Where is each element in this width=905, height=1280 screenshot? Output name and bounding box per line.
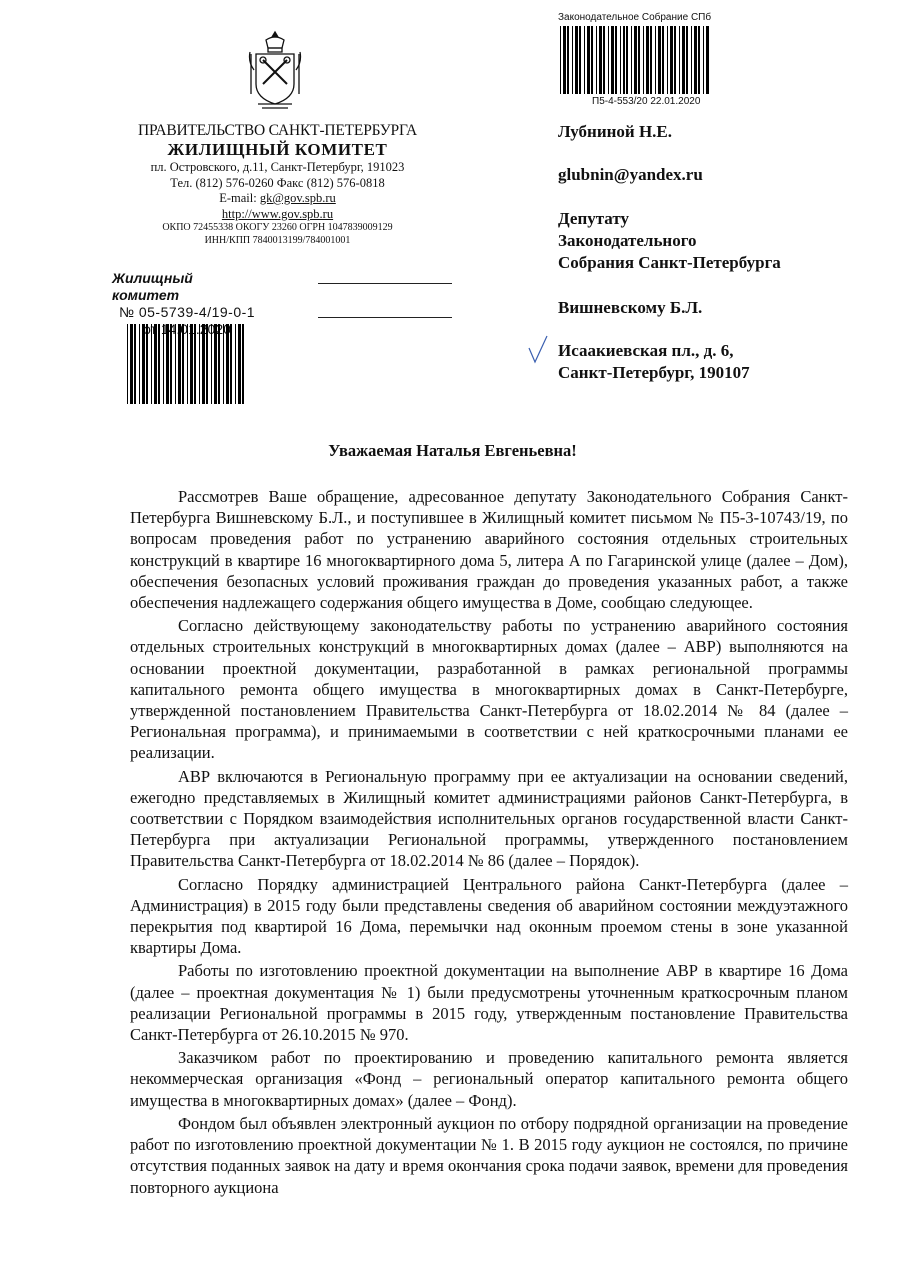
stamp-number: № 05-5739-4/19-0-1	[118, 304, 256, 320]
barcode-bar	[608, 26, 609, 94]
applicant-email: glubnin@yandex.ru	[558, 165, 703, 184]
barcode-bar	[560, 26, 561, 94]
barcode-bar	[591, 26, 593, 94]
barcode-bar	[691, 26, 692, 94]
salutation: Уважаемая Наталья Евгеньевна!	[328, 441, 577, 460]
barcode-bar	[623, 26, 626, 94]
barcode-bar	[163, 324, 164, 404]
barcode-bar	[158, 324, 160, 404]
stamp-org: Жилищный комитет	[112, 270, 193, 303]
barcode-bar	[130, 324, 133, 404]
barcode-bar	[643, 26, 644, 94]
barcode-bar	[670, 26, 673, 94]
barcode-bar	[214, 324, 217, 404]
barcode-bar	[587, 26, 590, 94]
barcode-bar	[615, 26, 617, 94]
barcode-bar	[674, 26, 676, 94]
incoming-barcode	[560, 26, 710, 94]
deputy-address-1: Исаакиевская пл., д. 6,	[558, 341, 734, 360]
barcode-bar	[223, 324, 224, 404]
barcode-bar	[182, 324, 184, 404]
barcode-bar	[190, 324, 193, 404]
government-name: ПРАВИТЕЛЬСТВО САНКТ-ПЕТЕРБУРГА	[137, 122, 418, 139]
barcode-bar	[211, 324, 212, 404]
barcode-bar	[235, 324, 236, 404]
barcode-bar	[686, 26, 688, 94]
letterhead	[130, 122, 425, 247]
barcode-bar	[662, 26, 664, 94]
barcode-bar	[596, 26, 597, 94]
barcode-bar	[579, 26, 581, 94]
blank-line-1	[318, 283, 452, 284]
barcode-bar	[187, 324, 188, 404]
barcode-bar	[698, 26, 700, 94]
barcode-bar	[199, 324, 200, 404]
barcode-bar	[626, 26, 628, 94]
email-label: E-mail:	[219, 191, 260, 205]
deputy-address-2: Санкт-Петербург, 190107	[558, 363, 750, 382]
barcode-bar	[634, 26, 637, 94]
barcode-bar	[575, 26, 578, 94]
org-email-line	[130, 191, 425, 207]
paragraph: Фондом был объявлен электронный аукцион по отбору подрядной организации на проведение работ по изготовлению проектной документации № 1. В 2015 году аукцион не состоялся, по причине отсутствия поданных заявок на дату и время окончания срока подачи заявок, времени для проведения повторного аукциона	[130, 1113, 848, 1197]
barcode-bar	[170, 324, 172, 404]
barcode-bar	[151, 324, 152, 404]
barcode-bar	[238, 324, 241, 404]
deputy-title-2: Законодательного	[558, 231, 697, 250]
barcode-bar	[703, 26, 704, 94]
barcode-bar	[178, 324, 181, 404]
deputy-title-1: Депутату	[558, 209, 629, 228]
barcode-bar	[650, 26, 652, 94]
barcode-bar	[567, 26, 569, 94]
barcode-bar	[572, 26, 573, 94]
barcode-bar	[655, 26, 656, 94]
org-tax-codes: ИНН/КПП 7840013199/784001001	[204, 234, 351, 246]
barcode-bar	[139, 324, 140, 404]
barcode-bar	[166, 324, 169, 404]
paragraph: Согласно Порядку администрацией Центрального района Санкт-Петербурга (далее – Администрация) в 2015 году были представлены сведения об аварийном состоянии междуэтажного перекрытия под квартирой 16 Дома, перемычки над оконным проемом стены в зоне указанной квартиры Дома.	[130, 874, 848, 958]
deputy-title-3: Собрания Санкт-Петербурга	[558, 253, 781, 272]
barcode-bar	[206, 324, 208, 404]
barcode-bar	[658, 26, 661, 94]
email-link[interactable]: gk@gov.spb.ru	[259, 191, 336, 205]
barcode-bar	[226, 324, 229, 404]
barcode-bar	[603, 26, 605, 94]
barcode-bar	[127, 324, 128, 404]
letter-body	[130, 486, 848, 1200]
committee-name: ЖИЛИЩНЫЙ КОМИТЕТ	[167, 140, 388, 159]
paragraph: АВР включаются в Региональную программу при ее актуализации на основании сведений, ежегодно представляемых в Жилищный комитет администрациями районов Санкт-Петербурга, в соответствии с Порядком взаимодействия исполнительных органов государственной власти Санкт-Петербурга при актуализации Региональной программы, утвержденного постановлением Правительства Санкт-Петербурга от 18.02.2014 № 86 (далее – Порядок).	[130, 766, 848, 871]
stamp-date: от	[143, 321, 157, 337]
barcode-bar	[146, 324, 148, 404]
coat-of-arms-icon	[248, 30, 302, 114]
barcode-bar	[563, 26, 566, 94]
barcode-bar	[631, 26, 632, 94]
barcode-bar	[679, 26, 680, 94]
barcode-bar	[682, 26, 685, 94]
barcode-bar	[638, 26, 640, 94]
paragraph: Рассмотрев Ваше обращение, адресованное депутату Законодательного Собрания Санкт-Петербурга Вишневскому Б.Л., и поступившее в Жилищный комитет письмом № П5-3-10743/19, по вопросам проведения работ по устранению аварийного состояния отдельных строительных конструкций в квартире 16 многоквартирного дома 5, литера А по Гагаринской улице (далее – Дом), обеспечения безопасных условий проживания граждан до проведения указанных работ, а также обеспечения надлежащего содержания общего имущества в Доме, сообщаю следующее.	[130, 487, 848, 613]
barcode-bar	[154, 324, 157, 404]
org-address: пл. Островского, д.11, Санкт-Петербург, 191023	[150, 160, 405, 174]
barcode-bar	[230, 324, 232, 404]
barcode-bar	[175, 324, 176, 404]
barcode-bar	[620, 26, 621, 94]
deputy-name: Вишневскому Б.Л.	[558, 298, 703, 317]
barcode-bar	[242, 324, 244, 404]
barcode-bar	[142, 324, 145, 404]
barcode-bar	[646, 26, 649, 94]
website-link[interactable]: http://www.gov.spb.ru	[221, 206, 334, 221]
barcode-bar	[599, 26, 602, 94]
blank-line-2	[318, 317, 452, 318]
paragraph: Согласно действующему законодательству работы по устранению аварийного состояния отдельных строительных конструкций в многоквартирных домах (далее – АВР) выполняются на основании проектной документации, разработанной в рамках региональной программы капитального ремонта общего имущества в многоквартирных домах в Санкт-Петербурге, утвержденной постановлением Правительства Санкт-Петербурга от 18.02.2014 № 84 (далее – Региональная программа), и принимаемыми в соответствии с ней краткосрочными планами ее реализации.	[130, 616, 848, 763]
incoming-stamp-org: Законодательное Собрание СПб	[558, 12, 712, 23]
barcode-bar	[667, 26, 668, 94]
org-phone: Тел. (812) 576-0260 Факс (812) 576-0818	[170, 175, 385, 190]
outgoing-barcode	[127, 324, 247, 404]
checkmark-icon	[527, 334, 549, 364]
barcode-bar	[134, 324, 136, 404]
applicant-name: Лубниной Н.Е.	[558, 122, 673, 141]
org-codes: ОКПО 72455338 ОКОГУ 23260 ОГРН 1047839009129	[162, 222, 393, 233]
barcode-bar	[194, 324, 196, 404]
barcode-bar	[611, 26, 614, 94]
paragraph: Работы по изготовлению проектной документации на выполнение АВР в квартире 16 Дома (далее – проектная документация № 1) были предусмотрены уточненным краткосрочным планом реализации Региональной программы в 2015 году, утвержденным постановление Правительства Санкт-Петербурга от 26.10.2015 № 970.	[130, 961, 848, 1045]
barcode-bar	[694, 26, 697, 94]
incoming-stamp-number: П5-4-553/20 22.01.2020	[592, 96, 701, 107]
barcode-bar	[706, 26, 709, 94]
paragraph: Заказчиком работ по проектированию и проведению капитального ремонта является некоммерческая организация «Фонд – региональный оператор капитального ремонта общего имущества в многоквартирных домах» (далее – Фонд).	[130, 1048, 848, 1110]
barcode-bar	[218, 324, 220, 404]
barcode-bar	[584, 26, 585, 94]
barcode-bar	[202, 324, 205, 404]
